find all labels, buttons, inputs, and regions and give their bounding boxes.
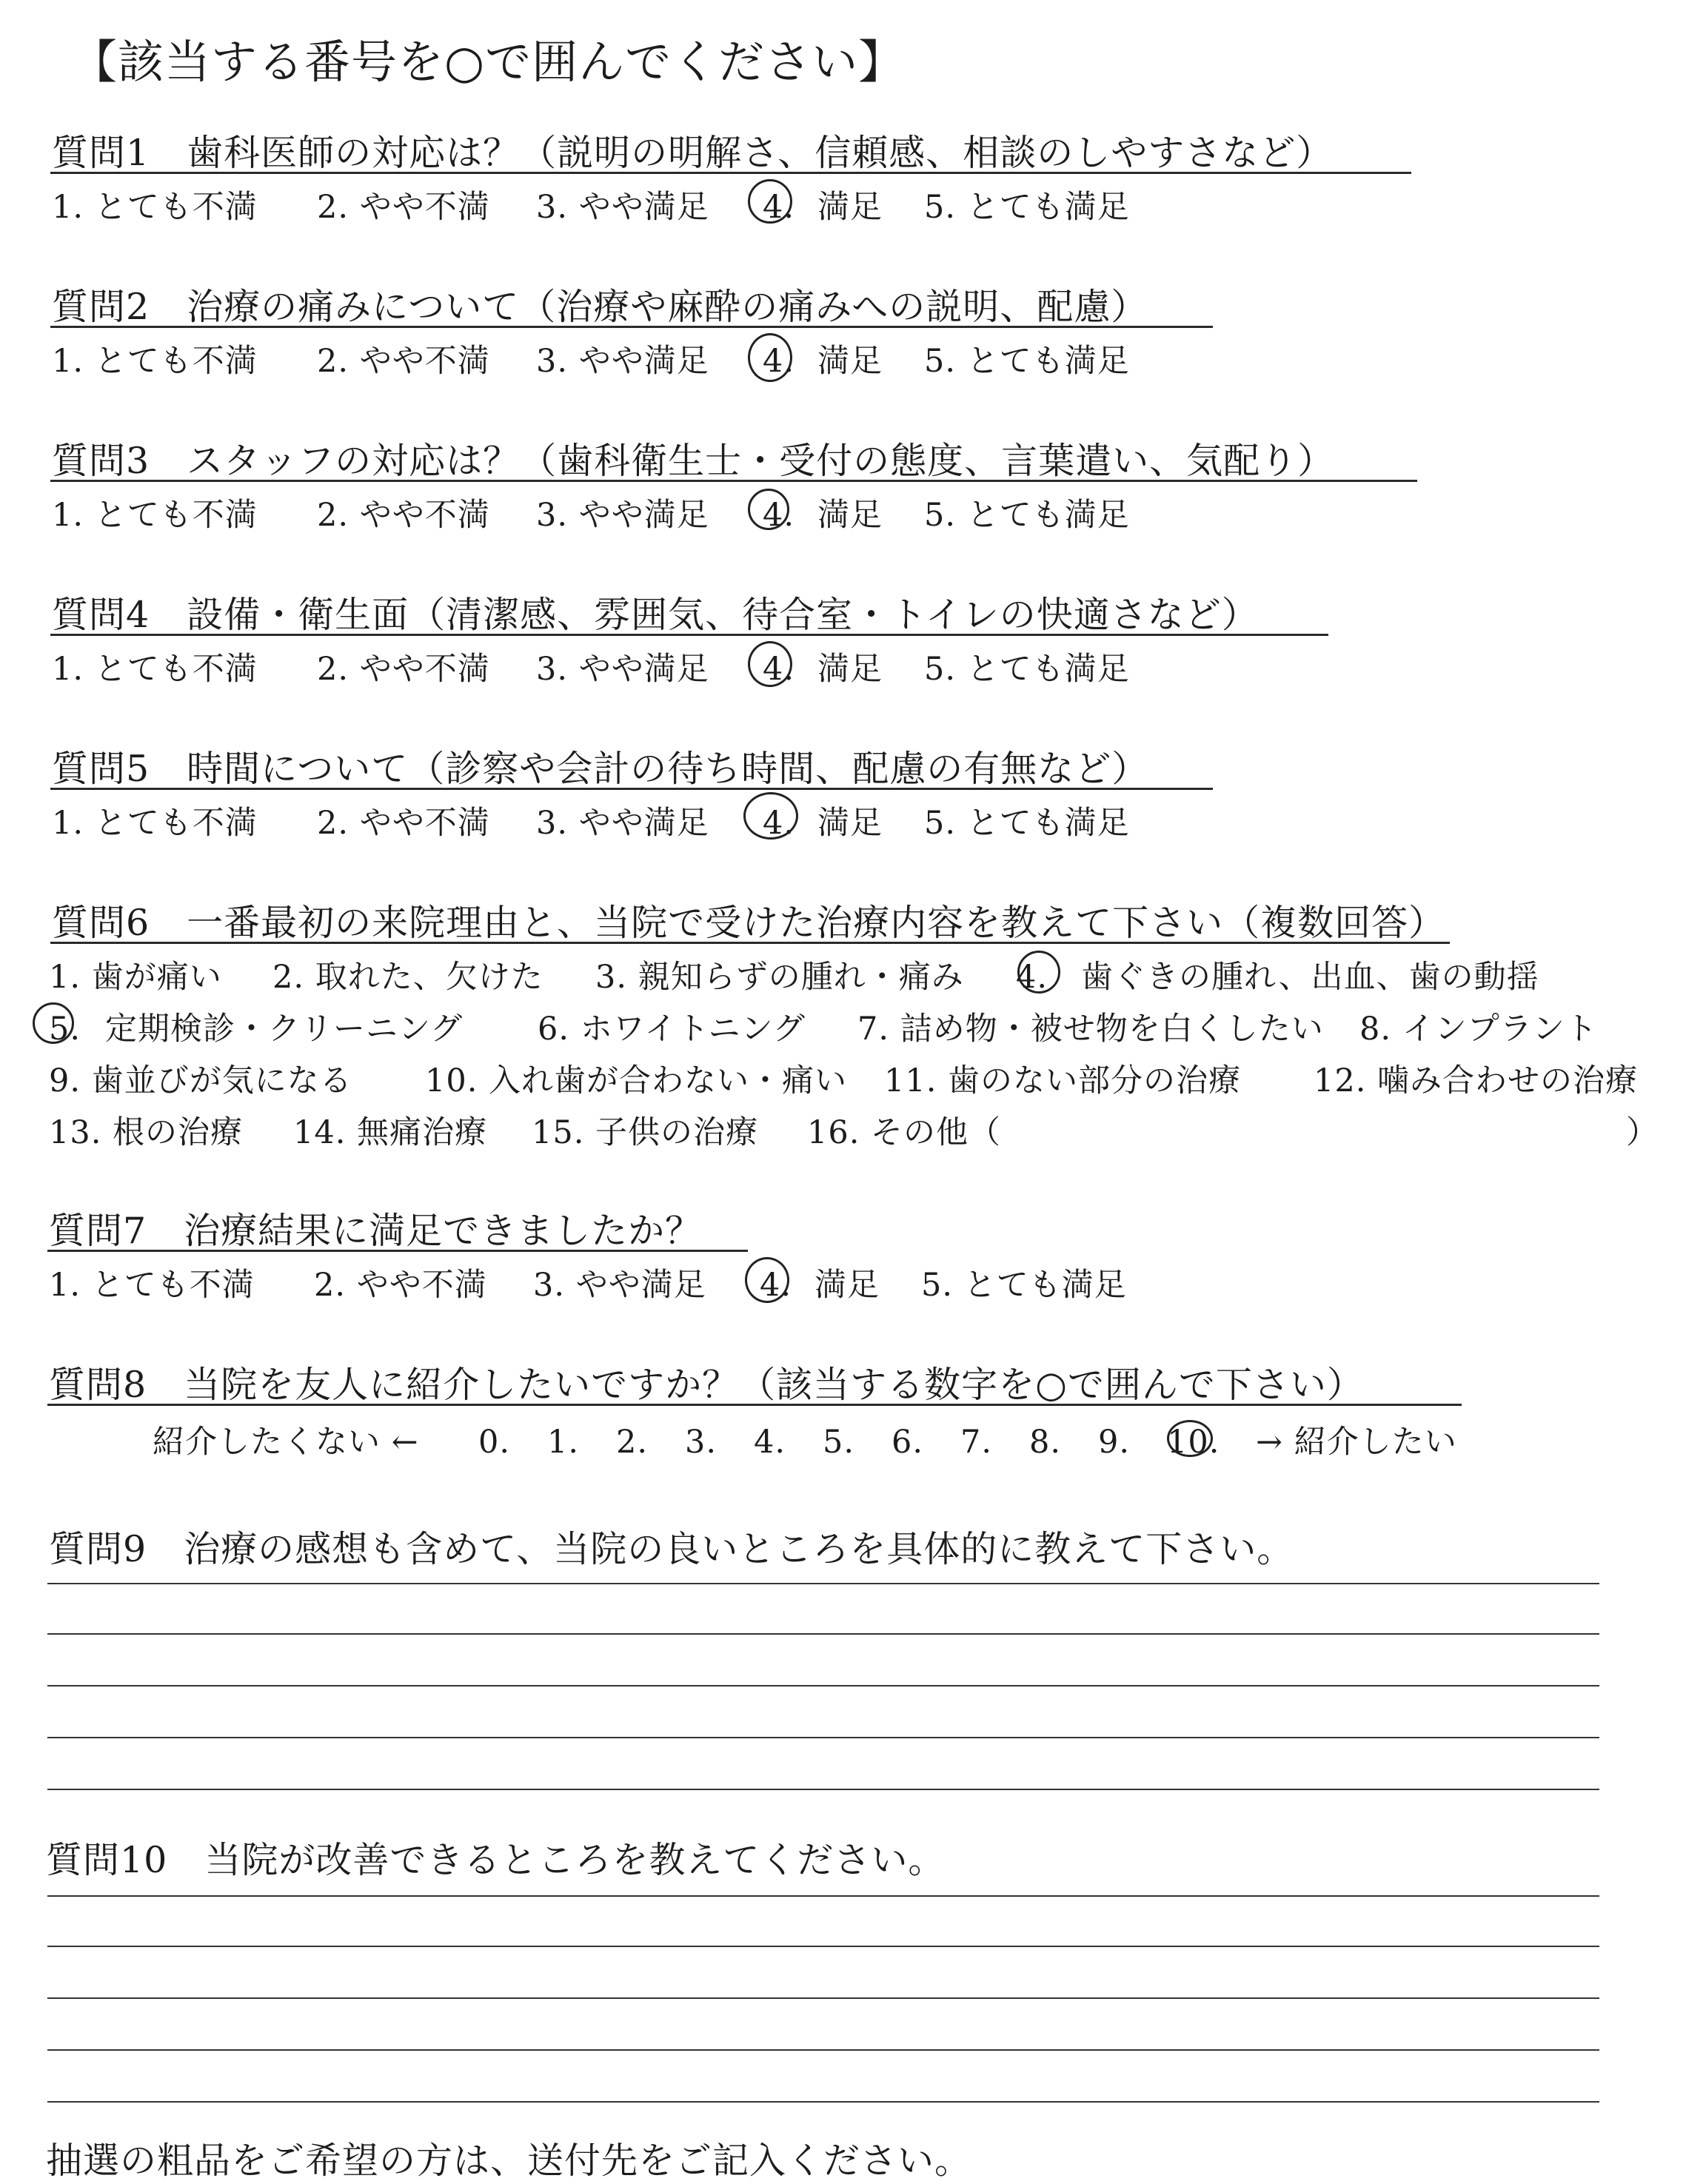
q6-option-8[interactable]: 8. インプラント	[1359, 1011, 1598, 1048]
q7-option-4-number[interactable]: 4.	[760, 1267, 792, 1304]
q3-underline	[50, 480, 1417, 482]
q8-option-5[interactable]: 5.	[823, 1424, 855, 1461]
q7-option-5[interactable]: 5. とても満足	[921, 1267, 1127, 1304]
q7-selection-circle	[745, 1257, 789, 1303]
q4-selection-circle	[748, 641, 792, 687]
q1-underline	[50, 172, 1411, 174]
q3-option-5[interactable]: 5. とても満足	[924, 497, 1130, 534]
q2-selection-circle	[748, 333, 792, 382]
q5-option-4-label[interactable]: 満足	[817, 805, 883, 842]
q2-option-5[interactable]: 5. とても満足	[924, 343, 1130, 380]
q5-option-2[interactable]: 2. やや不満	[317, 805, 490, 842]
q8-option-3[interactable]: 3.	[685, 1424, 717, 1461]
q8-option-10[interactable]: 10.	[1167, 1424, 1220, 1461]
q9-answer-line[interactable]	[47, 1737, 1599, 1738]
q4-options	[52, 644, 1130, 689]
q3-options	[52, 490, 1130, 535]
q6-option-12[interactable]: 12. 噛み合わせの治療	[1314, 1062, 1639, 1099]
q7-option-2[interactable]: 2. やや不満	[314, 1267, 487, 1304]
q6-option-4-number[interactable]: 4.	[1016, 959, 1048, 996]
q4-underline	[50, 634, 1328, 636]
q7-underline	[47, 1250, 748, 1252]
q7-option-4-label[interactable]: 満足	[814, 1267, 880, 1304]
footer-instruction: 抽選の粗品をご希望の方は、送付先をご記入ください。	[46, 2140, 972, 2182]
q1-option-1[interactable]: 1. とても不満	[52, 189, 258, 226]
q6-row-2	[49, 1004, 1598, 1049]
q6-option-16[interactable]: 16. その他（	[807, 1114, 1002, 1151]
q8-option-6[interactable]: 6.	[892, 1424, 924, 1461]
q7-option-3[interactable]: 3. やや満足	[533, 1267, 706, 1304]
q6-option-10[interactable]: 10. 入れ歯が合わない・痛い	[425, 1062, 848, 1099]
q6-option-6[interactable]: 6. ホワイトニング	[538, 1011, 806, 1048]
q7-option-1[interactable]: 1. とても不満	[49, 1267, 255, 1304]
q7-title: 質問7 治療結果に満足できましたか？	[49, 1210, 703, 1252]
q5-option-3[interactable]: 3. やや満足	[536, 805, 709, 842]
q1-option-2[interactable]: 2. やや不満	[317, 189, 490, 226]
q2-option-4-number[interactable]: 4.	[763, 343, 795, 380]
q6-option-5-label[interactable]: 定期検診・クリーニング	[105, 1011, 464, 1048]
q10-title: 質問10 当院が改善できるところを教えてください。	[46, 1839, 946, 1881]
q10-answer-line[interactable]	[47, 1997, 1599, 1999]
q8-option-1[interactable]: 1.	[547, 1424, 580, 1461]
q8-option-0[interactable]: 0.	[478, 1424, 511, 1461]
q1-title: 質問1 歯科医師の対応は？（説明の明解さ、信頼感、相談のしやすさなど）	[52, 132, 1334, 174]
q3-option-4-label[interactable]: 満足	[817, 497, 883, 534]
q2-underline	[50, 326, 1213, 328]
q6-row-1	[49, 952, 1539, 997]
q8-title: 質問8 当院を友人に紹介したいですか？（該当する数字を○で囲んで下さい）	[49, 1364, 1364, 1406]
q8-selection-circle	[1167, 1420, 1213, 1457]
q3-option-3[interactable]: 3. やや満足	[536, 497, 709, 534]
q4-option-1[interactable]: 1. とても不満	[52, 651, 258, 688]
q8-option-2[interactable]: 2.	[616, 1424, 649, 1461]
q5-selection-circle	[743, 792, 798, 840]
q2-title: 質問2 治療の痛みについて（治療や麻酔の痛みへの説明、配慮）	[52, 286, 1148, 328]
q3-option-1[interactable]: 1. とても不満	[52, 497, 258, 534]
q8-option-8[interactable]: 8.	[1029, 1424, 1062, 1461]
q4-option-5[interactable]: 5. とても満足	[924, 651, 1130, 688]
q5-underline	[50, 788, 1213, 790]
q8-option-7[interactable]: 7.	[960, 1424, 993, 1461]
q6-option-14[interactable]: 14. 無痛治療	[293, 1114, 488, 1151]
q6-option-4-circle	[1017, 951, 1060, 994]
q5-option-1[interactable]: 1. とても不満	[52, 805, 258, 842]
q1-option-5[interactable]: 5. とても満足	[924, 189, 1130, 226]
q3-title: 質問3 スタッフの対応は？（歯科衛生士・受付の態度、言葉遣い、気配り）	[52, 440, 1335, 482]
q9-title: 質問9 治療の感想も含めて、当院の良いところを具体的に教えて下さい。	[49, 1528, 1294, 1570]
q10-answer-line[interactable]	[47, 2101, 1599, 2103]
q10-answer-line[interactable]	[47, 1946, 1599, 1947]
q9-answer-line[interactable]	[47, 1583, 1599, 1584]
q3-selection-circle	[748, 489, 789, 530]
q4-title: 質問4 設備・衛生面（清潔感、雰囲気、待合室・トイレの快適さなど）	[52, 594, 1259, 636]
q6-option-13[interactable]: 13. 根の治療	[49, 1114, 244, 1151]
q8-option-4[interactable]: 4.	[754, 1424, 786, 1461]
q8-option-9[interactable]: 9.	[1098, 1424, 1131, 1461]
q6-option-15[interactable]: 15. 子供の治療	[532, 1114, 759, 1151]
q6-row-4	[49, 1108, 1659, 1153]
q6-option-9[interactable]: 9. 歯並びが気になる	[49, 1062, 352, 1099]
q4-option-4-number[interactable]: 4.	[763, 651, 795, 688]
q6-option-11[interactable]: 11. 歯のない部分の治療	[884, 1062, 1242, 1099]
q2-option-4-label[interactable]: 満足	[817, 343, 883, 380]
q10-answer-line[interactable]	[47, 1895, 1599, 1897]
q1-selection-circle	[748, 179, 792, 224]
q5-option-5[interactable]: 5. とても満足	[924, 805, 1130, 842]
q1-option-4-number[interactable]: 4.	[763, 189, 795, 226]
q8-underline	[47, 1404, 1462, 1406]
q2-option-2[interactable]: 2. やや不満	[317, 343, 490, 380]
q10-answer-line[interactable]	[47, 2049, 1599, 2051]
q5-options	[52, 798, 1130, 843]
q3-option-2[interactable]: 2. やや不満	[317, 497, 490, 534]
q6-option-2[interactable]: 2. 取れた、欠けた	[272, 959, 543, 996]
q4-option-3[interactable]: 3. やや満足	[536, 651, 709, 688]
q8-scale	[153, 1417, 1457, 1462]
q2-option-1[interactable]: 1. とても不満	[52, 343, 258, 380]
q6-underline	[50, 942, 1450, 944]
q4-option-4-label[interactable]: 満足	[817, 651, 883, 688]
q6-other-close-paren: ）	[1626, 1114, 1659, 1151]
q1-options	[52, 182, 1130, 227]
q9-answer-line[interactable]	[47, 1633, 1599, 1635]
q6-option-3[interactable]: 3. 親知らずの腫れ・痛み	[595, 959, 964, 996]
q1-option-4-label[interactable]: 満足	[817, 189, 883, 226]
q6-option-5-circle	[33, 1002, 74, 1044]
q6-option-7[interactable]: 7. 詰め物・被せ物を白くしたい	[857, 1011, 1324, 1048]
q2-options	[52, 336, 1130, 381]
instruction-header: 【該当する番号を○で囲んでください】	[71, 35, 906, 89]
q5-option-4-number[interactable]: 4.	[763, 805, 795, 842]
q6-row-3	[49, 1056, 1638, 1101]
q6-option-5-number[interactable]: 5.	[49, 1011, 81, 1048]
q9-answer-line[interactable]	[47, 1685, 1599, 1686]
q2-option-3[interactable]: 3. やや満足	[536, 343, 709, 380]
q8-right-label: → 紹介したい	[1256, 1424, 1457, 1461]
q1-option-3[interactable]: 3. やや満足	[536, 189, 709, 226]
q6-option-4-label[interactable]: 歯ぐきの腫れ、出血、歯の動揺	[1081, 959, 1539, 996]
q6-option-1[interactable]: 1. 歯が痛い	[49, 959, 222, 996]
q5-title: 質問5 時間について（診察や会計の待ち時間、配慮の有無など）	[52, 748, 1149, 790]
q3-option-4-number[interactable]: 4.	[763, 497, 795, 534]
q4-option-2[interactable]: 2. やや不満	[317, 651, 490, 688]
q9-answer-line[interactable]	[47, 1789, 1599, 1790]
q8-left-label: 紹介したくない ←	[153, 1424, 419, 1461]
q6-title: 質問6 一番最初の来院理由と、当院で受けた治療内容を教えて下さい（複数回答）	[52, 902, 1446, 944]
q7-options	[49, 1260, 1127, 1305]
